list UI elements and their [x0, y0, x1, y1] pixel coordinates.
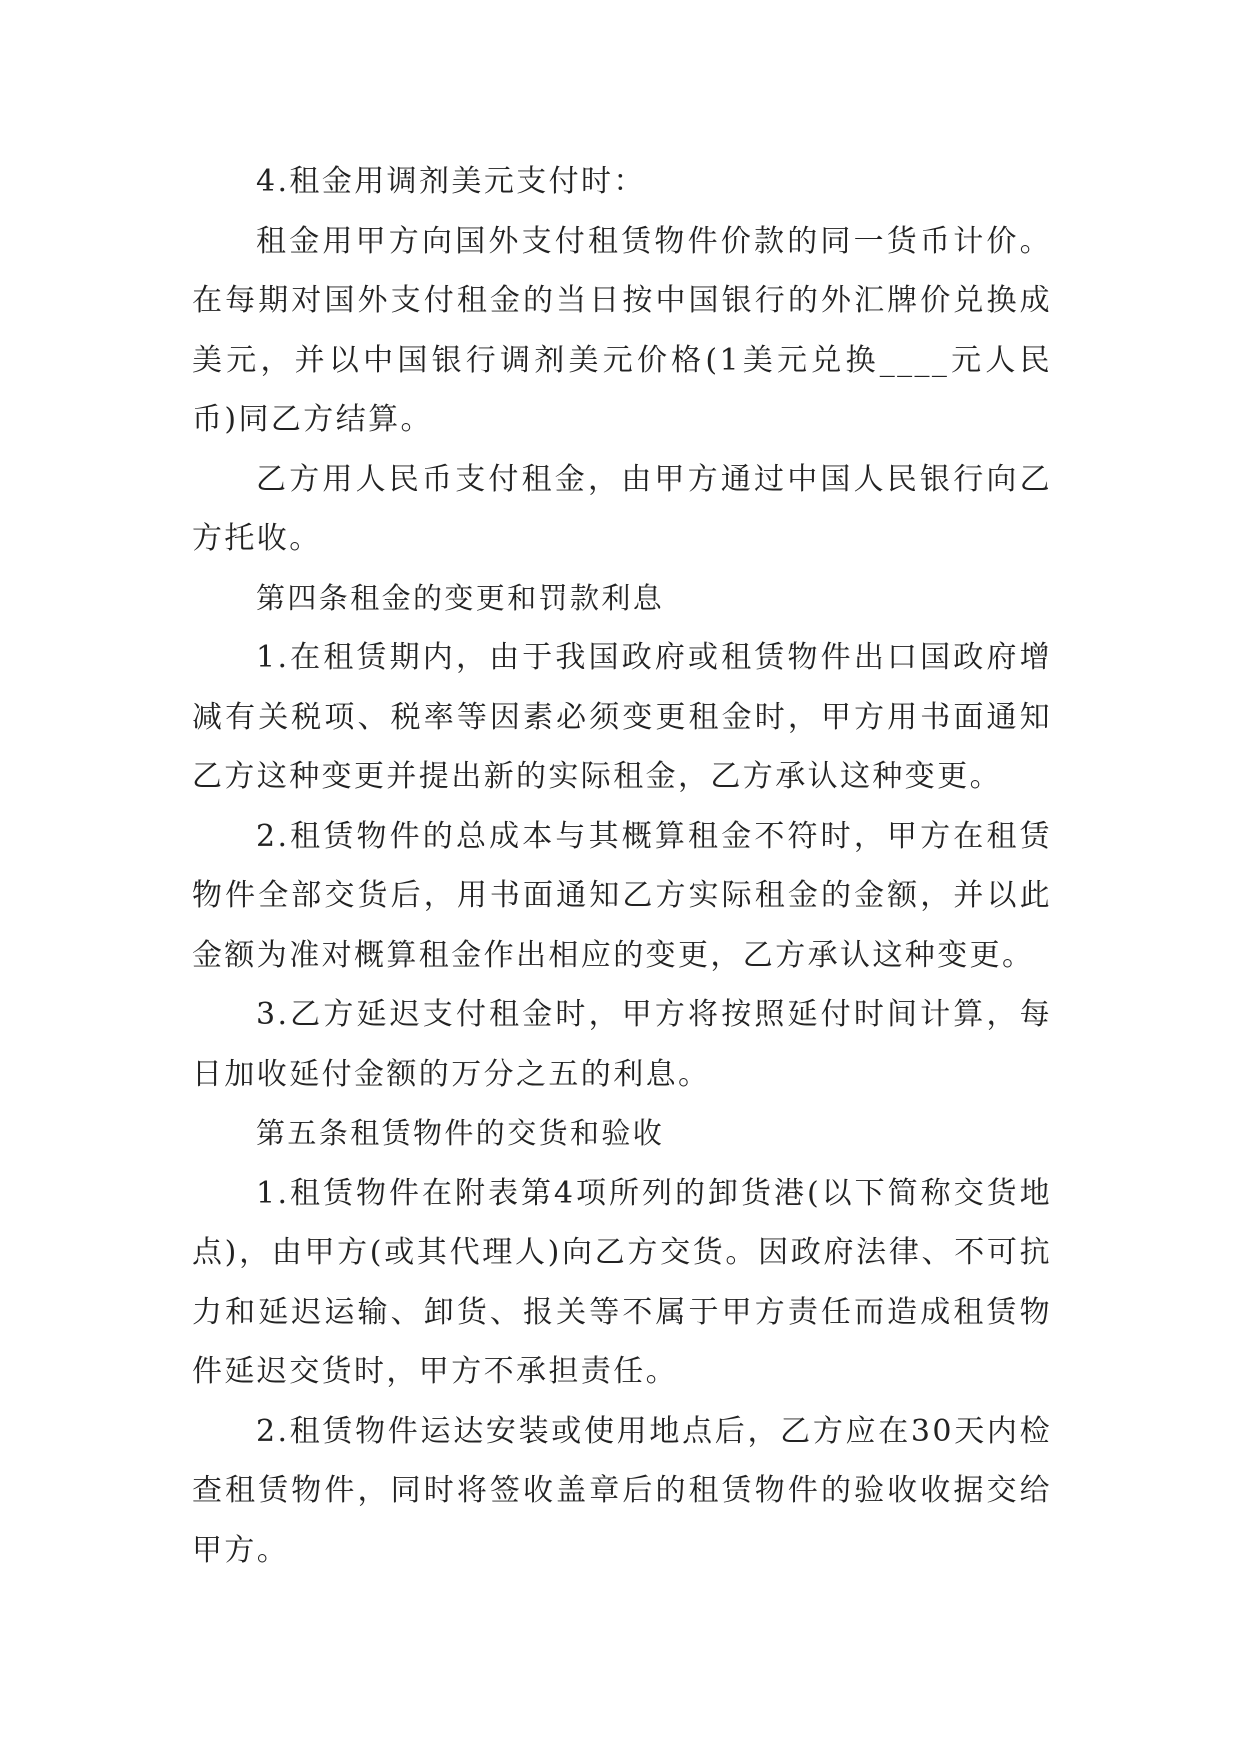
clause-4-item-1: 1.在租赁期内，由于我国政府或租赁物件出口国政府增减有关税项、税率等因素必须变更租金时，甲方用书面通知乙方这种变更并提出新的实际租金，乙方承认这种变更。: [192, 640, 1052, 794]
clause-3-item-4-body: 租金用甲方向国外支付租赁物件价款的同一货币计价。在每期对国外支付租金的当日按中国银行的外汇牌价兑换成美元，并以中国银行调剂美元价格(1美元兑换____元人民币)同乙方结算。: [192, 223, 1052, 437]
clause-5-title: 第五条租赁物件的交货和验收: [256, 1116, 665, 1150]
clause-4-item-3: 3.乙方延迟支付租金时，甲方将按照延付时间计算，每日加收延付金额的万分之五的利息。: [192, 997, 1052, 1092]
clause-4-item-2: 2.租赁物件的总成本与其概算租金不符时，甲方在租赁物件全部交货后，用书面通知乙方实际租金的金额，并以此金额为准对概算租金作出相应的变更，乙方承认这种变更。: [192, 818, 1052, 973]
clause-5-item-1: 1.租赁物件在附表第4项所列的卸货港(以下简称交货地点)，由甲方(或其代理人)向乙方交货。因政府法律、不可抗力和延迟运输、卸货、报关等不属于甲方责任而造成租赁物件延迟交货时，甲方不承担责任。: [192, 1175, 1052, 1389]
document-page: [192, 152, 1052, 1580]
clause-4-title: 第四条租金的变更和罚款利息: [256, 580, 665, 615]
clause-5-item-2: 2.租赁物件运达安装或使用地点后，乙方应在30天内检查租赁物件，同时将签收盖章后的租赁物件的验收收据交给甲方。: [192, 1413, 1052, 1568]
clause-3-item-4-heading: 4.租金用调剂美元支付时：: [256, 164, 646, 199]
clause-3-item-4-rmb-payment: 乙方用人民币支付租金，由甲方通过中国人民银行向乙方托收。: [192, 461, 1052, 556]
